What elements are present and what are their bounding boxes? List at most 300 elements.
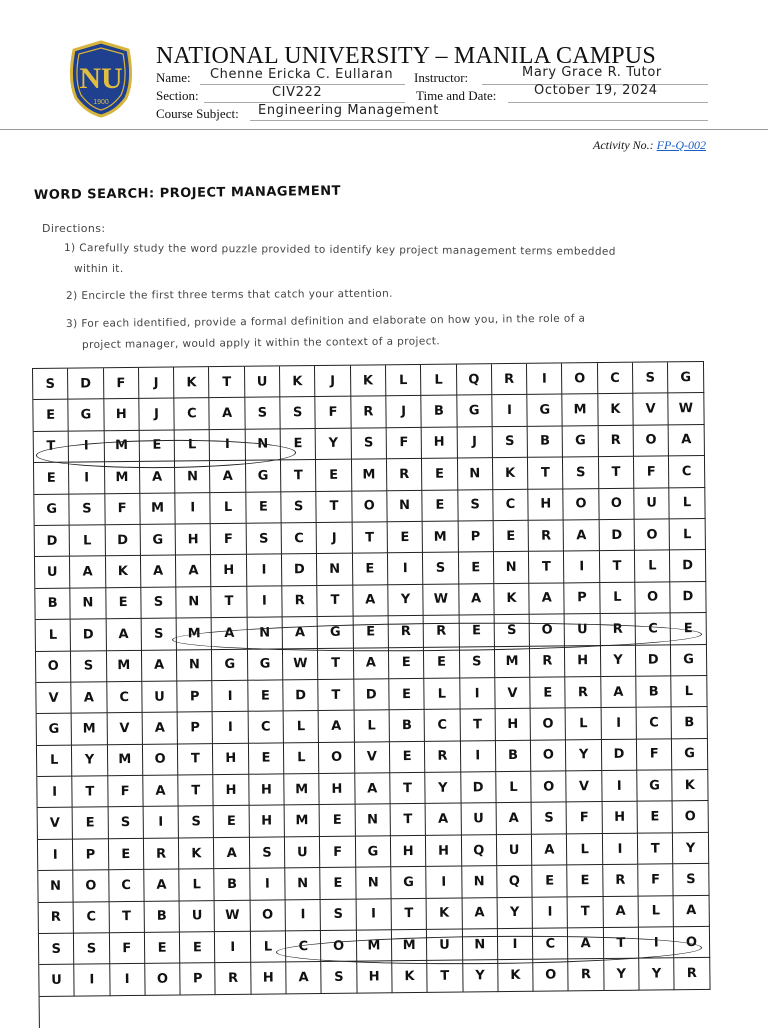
instructor-label: Instructor:	[414, 70, 469, 85]
puzzle-cell: K	[427, 898, 463, 930]
puzzle-cell: D	[35, 526, 71, 558]
puzzle-cell: I	[533, 897, 569, 929]
puzzle-cell: A	[283, 617, 319, 649]
direction-1-cont: within it.	[74, 263, 124, 275]
puzzle-cell: N	[245, 429, 281, 461]
puzzle-cell: L	[421, 365, 457, 397]
puzzle-cell: E	[180, 932, 216, 964]
puzzle-cell: B	[215, 869, 251, 901]
puzzle-cell: S	[33, 369, 69, 401]
puzzle-cell: D	[68, 368, 104, 400]
puzzle-cell: L	[496, 772, 532, 804]
puzzle-cell: I	[388, 553, 424, 585]
puzzle-cell: L	[251, 931, 287, 963]
puzzle-cell: S	[245, 398, 281, 430]
puzzle-cell: R	[387, 459, 423, 491]
puzzle-cell: I	[215, 932, 251, 964]
puzzle-cell: E	[389, 679, 425, 711]
puzzle-cell: Q	[497, 866, 533, 898]
puzzle-cell: M	[284, 774, 320, 806]
puzzle-cell: D	[461, 772, 497, 804]
puzzle-cell: A	[319, 711, 355, 743]
puzzle-cell: M	[104, 431, 140, 463]
puzzle-cell: T	[428, 961, 464, 993]
puzzle-cell: R	[351, 397, 387, 429]
puzzle-cell: T	[568, 897, 604, 929]
puzzle-cell: H	[214, 775, 250, 807]
puzzle-cell: P	[73, 839, 109, 871]
puzzle-cell: R	[603, 865, 639, 897]
puzzle-cell: C	[669, 456, 705, 488]
puzzle-cell: M	[495, 646, 531, 678]
puzzle-cell: M	[357, 930, 393, 962]
puzzle-cell: F	[110, 933, 146, 965]
puzzle-cell: R	[566, 677, 602, 709]
puzzle-cell: A	[669, 425, 705, 457]
puzzle-cell: O	[599, 488, 635, 520]
puzzle-cell: R	[216, 963, 252, 995]
puzzle-cell: C	[74, 902, 110, 934]
puzzle-cell: S	[493, 427, 529, 459]
puzzle-cell: C	[175, 399, 211, 431]
puzzle-cell: S	[142, 619, 178, 651]
puzzle-cell: T	[529, 552, 565, 584]
puzzle-cell: Y	[426, 773, 462, 805]
puzzle-cell: S	[281, 492, 317, 524]
puzzle-cell: D	[602, 739, 638, 771]
puzzle-cell: V	[567, 771, 603, 803]
puzzle-cell: G	[34, 494, 70, 526]
puzzle-cell: O	[635, 519, 671, 551]
puzzle-cell: A	[568, 928, 604, 960]
word-search-grid	[32, 361, 711, 1028]
puzzle-cell: K	[493, 458, 529, 490]
puzzle-cell: E	[493, 521, 529, 553]
puzzle-cell: E	[106, 588, 142, 620]
puzzle-cell: N	[462, 866, 498, 898]
puzzle-cell: R	[569, 959, 605, 991]
puzzle-cell: A	[143, 713, 179, 745]
puzzle-cell: E	[353, 554, 389, 586]
puzzle-cell: S	[280, 397, 316, 429]
puzzle-cell: A	[143, 776, 179, 808]
puzzle-cell: Y	[497, 897, 533, 929]
puzzle-cell: A	[496, 803, 532, 835]
puzzle-cell: D	[670, 550, 706, 582]
university-title: NATIONAL UNIVERSITY – MANILA CAMPUS	[156, 43, 656, 69]
puzzle-cell: G	[69, 400, 105, 432]
puzzle-cell: U	[285, 837, 321, 869]
puzzle-cell: T	[212, 586, 248, 618]
puzzle-cell: E	[321, 868, 357, 900]
puzzle-cell: Q	[461, 835, 497, 867]
puzzle-cell: H	[422, 427, 458, 459]
name-value: Chenne Ericka C. Eullaran	[210, 67, 394, 82]
puzzle-cell: B	[144, 901, 180, 933]
puzzle-cell: M	[352, 459, 388, 491]
puzzle-cell: W	[283, 649, 319, 681]
puzzle-cell: A	[564, 520, 600, 552]
puzzle-cell: U	[245, 366, 281, 398]
puzzle-cell: E	[389, 647, 425, 679]
puzzle-cell: L	[672, 676, 708, 708]
puzzle-cell: I	[639, 927, 675, 959]
puzzle-cell: F	[108, 776, 144, 808]
puzzle-cell: O	[531, 772, 567, 804]
puzzle-cell: L	[284, 711, 320, 743]
puzzle-cell: I	[75, 965, 111, 997]
puzzle-cell: V	[107, 713, 143, 745]
puzzle-cell: I	[38, 839, 74, 871]
puzzle-cell: I	[247, 555, 283, 587]
puzzle-cell: E	[34, 463, 70, 495]
puzzle-cell: E	[423, 490, 459, 522]
puzzle-cell: O	[530, 615, 566, 647]
puzzle-cell: H	[528, 489, 564, 521]
puzzle-cell: L	[639, 896, 675, 928]
puzzle-cell: P	[180, 964, 216, 996]
puzzle-cell: N	[247, 618, 283, 650]
puzzle-cell: O	[564, 489, 600, 521]
puzzle-cell: S	[250, 837, 286, 869]
puzzle-cell: S	[321, 899, 357, 931]
puzzle-cell: R	[492, 364, 528, 396]
activity-number	[593, 138, 706, 153]
puzzle-cell: E	[530, 677, 566, 709]
puzzle-cell: T	[178, 744, 214, 776]
puzzle-cell: S	[70, 494, 106, 526]
puzzle-cell: B	[496, 740, 532, 772]
puzzle-cell: J	[386, 396, 422, 428]
puzzle-cell: K	[351, 365, 387, 397]
puzzle-cell: A	[212, 618, 248, 650]
puzzle-cell: G	[672, 739, 708, 771]
puzzle-cell: I	[498, 929, 534, 961]
puzzle-cell: L	[36, 620, 72, 652]
puzzle-cell: K	[106, 556, 142, 588]
puzzle-cell: P	[177, 681, 213, 713]
puzzle-cell: O	[634, 425, 670, 457]
puzzle-cell: T	[392, 899, 428, 931]
puzzle-cell: A	[72, 682, 108, 714]
puzzle-cell: I	[601, 708, 637, 740]
puzzle-cell: N	[494, 552, 530, 584]
puzzle-cell: O	[74, 870, 110, 902]
directions-label: Directions:	[42, 222, 106, 235]
puzzle-cell: F	[387, 428, 423, 460]
puzzle-cell: U	[634, 488, 670, 520]
puzzle-cell: A	[142, 650, 178, 682]
puzzle-cell: S	[141, 587, 177, 619]
puzzle-cell: A	[462, 898, 498, 930]
puzzle-cell: M	[392, 930, 428, 962]
puzzle-cell: E	[248, 680, 284, 712]
puzzle-cell: S	[674, 864, 710, 896]
puzzle-cell: R	[389, 616, 425, 648]
puzzle-cell: M	[423, 521, 459, 553]
direction-3: 3) For each identified, provide a formal definition and elaborate on how you, in the role of a	[65, 312, 586, 330]
puzzle-cell: B	[672, 707, 708, 739]
puzzle-cell: L	[175, 430, 211, 462]
puzzle-cell: R	[675, 958, 711, 990]
puzzle-cell: M	[140, 493, 176, 525]
puzzle-cell: D	[599, 520, 635, 552]
course-subject-label: Course Subject:	[156, 106, 239, 121]
puzzle-cell: M	[563, 394, 599, 426]
puzzle-cell: I	[37, 777, 73, 809]
puzzle-cell: F	[104, 368, 140, 400]
puzzle-cell: E	[249, 743, 285, 775]
puzzle-cell: G	[246, 461, 282, 493]
puzzle-cell: W	[669, 393, 705, 425]
puzzle-cell: Y	[604, 959, 640, 991]
puzzle-cell: C	[282, 523, 318, 555]
puzzle-cell: M	[105, 462, 141, 494]
puzzle-cell: S	[322, 962, 358, 994]
puzzle-cell: E	[140, 430, 176, 462]
puzzle-cell: A	[355, 773, 391, 805]
puzzle-cell: C	[598, 363, 634, 395]
puzzle-cell: G	[248, 649, 284, 681]
puzzle-cell: B	[390, 710, 426, 742]
puzzle-cell: A	[140, 462, 176, 494]
puzzle-cell: I	[247, 586, 283, 618]
puzzle-cell: S	[179, 807, 215, 839]
puzzle-cell: G	[527, 395, 563, 427]
puzzle-cell: G	[671, 644, 707, 676]
course-subject-underline	[250, 120, 708, 121]
puzzle-cell: H	[426, 835, 462, 867]
puzzle-cell: T	[318, 648, 354, 680]
puzzle-cell: N	[285, 868, 321, 900]
puzzle-cell: Y	[72, 745, 108, 777]
header-divider	[0, 129, 768, 130]
puzzle-cell: F	[638, 865, 674, 897]
puzzle-cell: L	[284, 743, 320, 775]
puzzle-cell: A	[144, 870, 180, 902]
puzzle-cell: J	[457, 427, 493, 459]
puzzle-cell: Y	[316, 428, 352, 460]
puzzle-cell: S	[633, 362, 669, 394]
puzzle-cell: G	[391, 867, 427, 899]
puzzle-cell: G	[37, 714, 73, 746]
puzzle-cell: I	[176, 493, 212, 525]
puzzle-cell: W	[424, 584, 460, 616]
puzzle-cell: K	[174, 367, 210, 399]
puzzle-cell: A	[70, 557, 106, 589]
direction-3-cont: project manager, would apply it within the context of a project.	[81, 335, 441, 351]
puzzle-cell: C	[107, 682, 143, 714]
puzzle-cell: T	[73, 776, 109, 808]
puzzle-cell: I	[602, 771, 638, 803]
puzzle-cell: T	[390, 773, 426, 805]
puzzle-cell: T	[391, 804, 427, 836]
puzzle-cell: T	[34, 431, 70, 463]
puzzle-cell: U	[427, 930, 463, 962]
puzzle-cell: S	[563, 457, 599, 489]
puzzle-cell: A	[210, 461, 246, 493]
puzzle-cell: H	[213, 743, 249, 775]
puzzle-cell: C	[533, 928, 569, 960]
puzzle-cell: I	[210, 430, 246, 462]
puzzle-cell: V	[355, 742, 391, 774]
puzzle-cell: O	[352, 491, 388, 523]
puzzle-cell: L	[600, 582, 636, 614]
puzzle-cell: F	[637, 739, 673, 771]
puzzle-cell: N	[176, 587, 212, 619]
puzzle-cell: I	[603, 834, 639, 866]
puzzle-cell: S	[74, 933, 110, 965]
puzzle-cell: L	[70, 525, 106, 557]
puzzle-cell: I	[527, 363, 563, 395]
puzzle-cell: N	[317, 554, 353, 586]
section-label: Section:	[156, 88, 199, 103]
puzzle-cell: N	[38, 871, 74, 903]
puzzle-cell: R	[600, 614, 636, 646]
puzzle-cell: T	[352, 522, 388, 554]
puzzle-cell: E	[353, 616, 389, 648]
puzzle-cell: I	[110, 964, 146, 996]
puzzle-cell: P	[565, 583, 601, 615]
puzzle-cell: N	[462, 929, 498, 961]
puzzle-cell: Y	[639, 959, 675, 991]
time-date-label: Time and Date:	[416, 88, 497, 103]
puzzle-cell: J	[315, 366, 351, 398]
puzzle-cell: B	[422, 396, 458, 428]
puzzle-cell: E	[73, 808, 109, 840]
puzzle-cell: T	[460, 709, 496, 741]
section-value: CIV222	[272, 85, 323, 100]
puzzle-cell: M	[107, 650, 143, 682]
puzzle-cell: L	[386, 365, 422, 397]
puzzle-cell: B	[528, 426, 564, 458]
puzzle-cell: A	[106, 619, 142, 651]
puzzle-cell: V	[633, 394, 669, 426]
puzzle-cell: D	[105, 525, 141, 557]
puzzle-cell: Q	[457, 364, 493, 396]
puzzle-cell: V	[36, 683, 72, 715]
puzzle-cell: H	[249, 806, 285, 838]
puzzle-cell: A	[353, 585, 389, 617]
puzzle-cell: K	[498, 960, 534, 992]
puzzle-cell: U	[35, 557, 71, 589]
puzzle-cell: U	[497, 835, 533, 867]
puzzle-cell: A	[141, 556, 177, 588]
puzzle-cell: L	[566, 708, 602, 740]
puzzle-cell: L	[354, 711, 390, 743]
puzzle-cell: T	[318, 585, 354, 617]
puzzle-cell: Y	[463, 961, 499, 993]
puzzle-cell: U	[461, 804, 497, 836]
puzzle-cell: E	[320, 805, 356, 837]
puzzle-cell: H	[391, 836, 427, 868]
puzzle-cell: E	[281, 429, 317, 461]
puzzle-cell: O	[674, 927, 710, 959]
activity-code-link[interactable]: FP-Q-002	[656, 138, 706, 152]
puzzle-cell: K	[494, 584, 530, 616]
puzzle-cell: I	[213, 712, 249, 744]
puzzle-cell: I	[143, 807, 179, 839]
puzzle-cell: I	[460, 741, 496, 773]
time-date-value: October 19, 2024	[534, 83, 658, 98]
puzzle-cell: O	[533, 960, 569, 992]
time-date-underline	[508, 102, 708, 103]
puzzle-cell: R	[144, 838, 180, 870]
puzzle-cell: I	[356, 899, 392, 931]
puzzle-cell: S	[108, 807, 144, 839]
puzzle-cell: T	[600, 551, 636, 583]
puzzle-cell: A	[214, 838, 250, 870]
puzzle-cell: E	[532, 866, 568, 898]
puzzle-cell: K	[673, 770, 709, 802]
puzzle-cell: B	[636, 676, 672, 708]
puzzle-cell: E	[422, 459, 458, 491]
puzzle-cell: L	[670, 519, 706, 551]
puzzle-cell: N	[356, 868, 392, 900]
puzzle-cell: I	[564, 551, 600, 583]
puzzle-cell: I	[69, 431, 105, 463]
puzzle-cell: C	[109, 870, 145, 902]
puzzle-cell: J	[317, 523, 353, 555]
puzzle-cell: C	[425, 710, 461, 742]
puzzle-cell: O	[319, 742, 355, 774]
puzzle-cell: E	[33, 400, 69, 432]
puzzle-cell: A	[210, 398, 246, 430]
instructor-value: Mary Grace R. Tutor	[522, 65, 662, 80]
puzzle-cell: R	[424, 616, 460, 648]
puzzle-cell: V	[38, 808, 74, 840]
puzzle-cell: A	[286, 962, 322, 994]
puzzle-cell: K	[392, 961, 428, 993]
puzzle-cell: H	[320, 774, 356, 806]
activity-label: Activity No.:	[593, 138, 654, 152]
puzzle-cell: I	[427, 867, 463, 899]
puzzle-cell: P	[458, 521, 494, 553]
puzzle-cell: U	[565, 614, 601, 646]
puzzle-cell: E	[109, 839, 145, 871]
puzzle-cell: J	[139, 399, 175, 431]
puzzle-cell: S	[71, 651, 107, 683]
puzzle-cell: F	[316, 397, 352, 429]
puzzle-cell: M	[108, 745, 144, 777]
puzzle-cell: M	[285, 805, 321, 837]
puzzle-cell: S	[246, 523, 282, 555]
puzzle-cell: F	[634, 457, 670, 489]
puzzle-cell: G	[141, 524, 177, 556]
puzzle-cell: S	[423, 553, 459, 585]
puzzle-cell: N	[355, 805, 391, 837]
puzzle-cell: L	[670, 488, 706, 520]
puzzle-cell: I	[286, 900, 322, 932]
puzzle-cell: T	[109, 901, 145, 933]
puzzle-cell: U	[142, 681, 178, 713]
puzzle-cell: P	[178, 712, 214, 744]
puzzle-cell: S	[458, 490, 494, 522]
puzzle-cell: A	[674, 896, 710, 928]
name-label: Name:	[156, 70, 191, 85]
puzzle-cell: G	[668, 362, 704, 394]
puzzle-cell: A	[532, 834, 568, 866]
puzzle-cell: L	[425, 678, 461, 710]
puzzle-cell: E	[390, 742, 426, 774]
puzzle-cell: O	[531, 740, 567, 772]
puzzle-cell: O	[250, 900, 286, 932]
puzzle-cell: M	[177, 618, 213, 650]
puzzle-cell: Y	[566, 740, 602, 772]
puzzle-cell: A	[603, 896, 639, 928]
puzzle-cell: L	[635, 551, 671, 583]
puzzle-cell: E	[638, 802, 674, 834]
